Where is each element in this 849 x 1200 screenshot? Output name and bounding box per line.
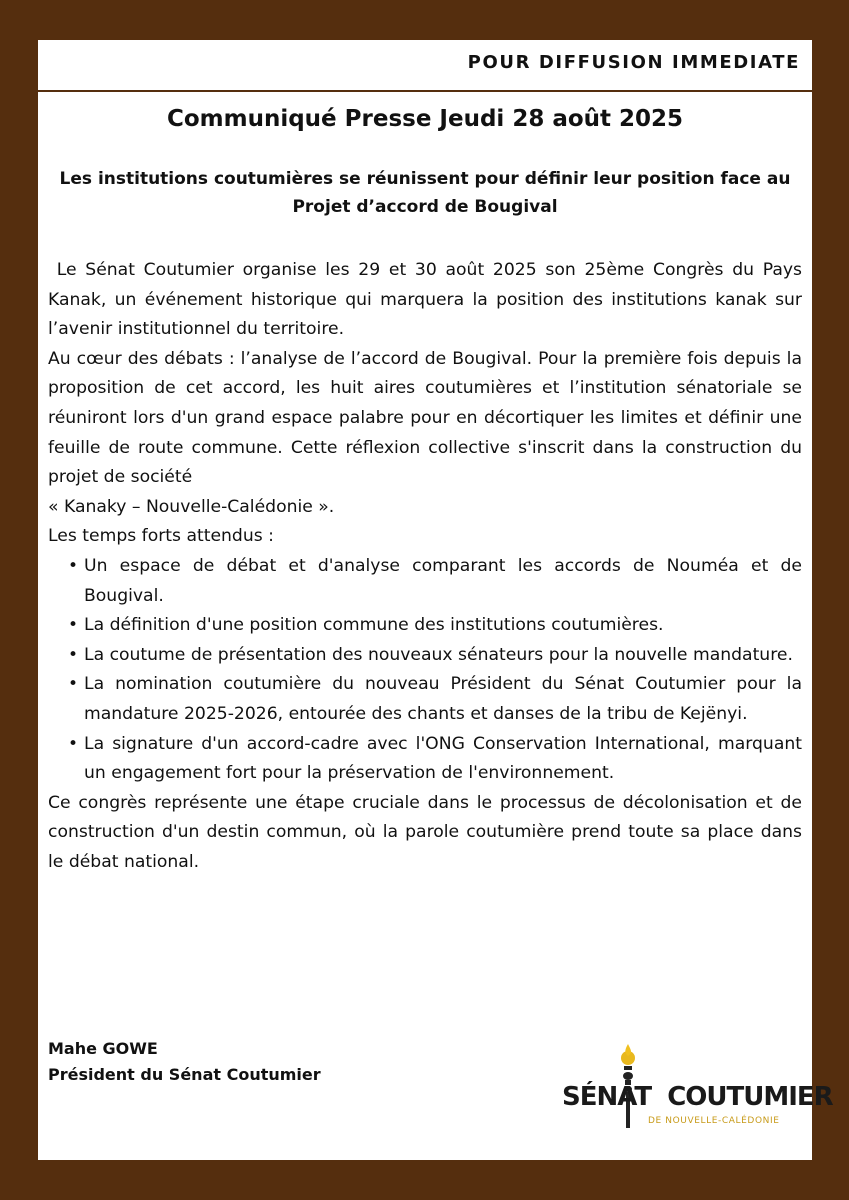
bullet-icon: •	[68, 615, 79, 636]
list-item-text: La définition d'une position commune des institutions coutumières.	[84, 615, 664, 636]
paragraph-highlights-heading: Les temps forts attendus :	[48, 526, 274, 547]
list-item-text: La signature d'un accord-cadre avec l'ONG Conservation International, marquant un engagement fort pour la préservation de l'environnement.	[84, 733, 802, 784]
bullet-icon: •	[68, 674, 79, 695]
page-title: Communiqué Presse Jeudi 28 août 2025	[166, 106, 684, 132]
list-item	[68, 730, 802, 789]
list-item	[68, 670, 802, 729]
senat-coutumier-logo	[562, 1042, 833, 1142]
paragraph-kanaky: « Kanaky – Nouvelle-Calédonie ».	[48, 496, 335, 517]
bullet-icon: •	[68, 644, 79, 665]
bullet-icon: •	[68, 555, 79, 576]
logo-subtitle: DE NOUVELLE-CALÉDONIE	[648, 1116, 780, 1126]
paragraph-intro: Le Sénat Coutumier organise les 29 et 30 août 2025 son 25ème Congrès du Pays Kanak, un événement historique qui marquera la position des institutions kanak sur l’avenir institutionnel du territoire.	[48, 260, 808, 340]
signatory-name: Mahe GOWE	[48, 1039, 158, 1058]
list-item-text: La nomination coutumière du nouveau Président du Sénat Coutumier pour la mandature 2025-2026, entourée des chants et danses de la tribu de Kejënyi.	[84, 674, 802, 724]
bullet-icon: •	[68, 733, 79, 754]
body-text	[48, 256, 808, 877]
list-item	[68, 552, 802, 611]
list-item-text: La coutume de présentation des nouveaux sénateurs pour la nouvelle mandature.	[84, 644, 793, 665]
logo-wordmark	[562, 1082, 833, 1112]
banner-text: POUR DIFFUSION IMMEDIATE	[467, 52, 800, 73]
header-banner	[38, 40, 812, 92]
paragraph-closing: Ce congrès représente une étape cruciale dans le processus de décolonisation et de construction d'un destin commun, où la parole coutumière prend toute sa place dans le débat national.	[48, 792, 802, 872]
press-release-page	[38, 40, 833, 1160]
signature-block	[48, 1036, 321, 1088]
paragraph-debates: Au cœur des débats : l’analyse de l’accord de Bougival. Pour la première fois depuis la proposition de cet accord, les huit aires coutumières et l’institution sénatoriale se réuniront lors d'un grand espace palabre pour en décortiquer les limites et définir une feuille de route commune. Cette réflexion collective s'inscrit dans la construction du projet de société	[48, 348, 802, 488]
list-item	[68, 641, 802, 671]
list-item	[68, 611, 802, 641]
logo-left-word: SÉNAT	[562, 1082, 652, 1112]
page-subtitle: Les institutions coutumières se réunissent pour définir leur position face au Projet d’accord de Bougival	[59, 169, 791, 217]
list-item-text: Un espace de débat et d'analyse comparant les accords de Nouméa et de Bougival.	[84, 555, 802, 606]
highlights-list	[48, 552, 802, 789]
signatory-role: Président du Sénat Coutumier	[48, 1065, 321, 1084]
logo-right-word: COUTUMIER	[667, 1082, 833, 1112]
